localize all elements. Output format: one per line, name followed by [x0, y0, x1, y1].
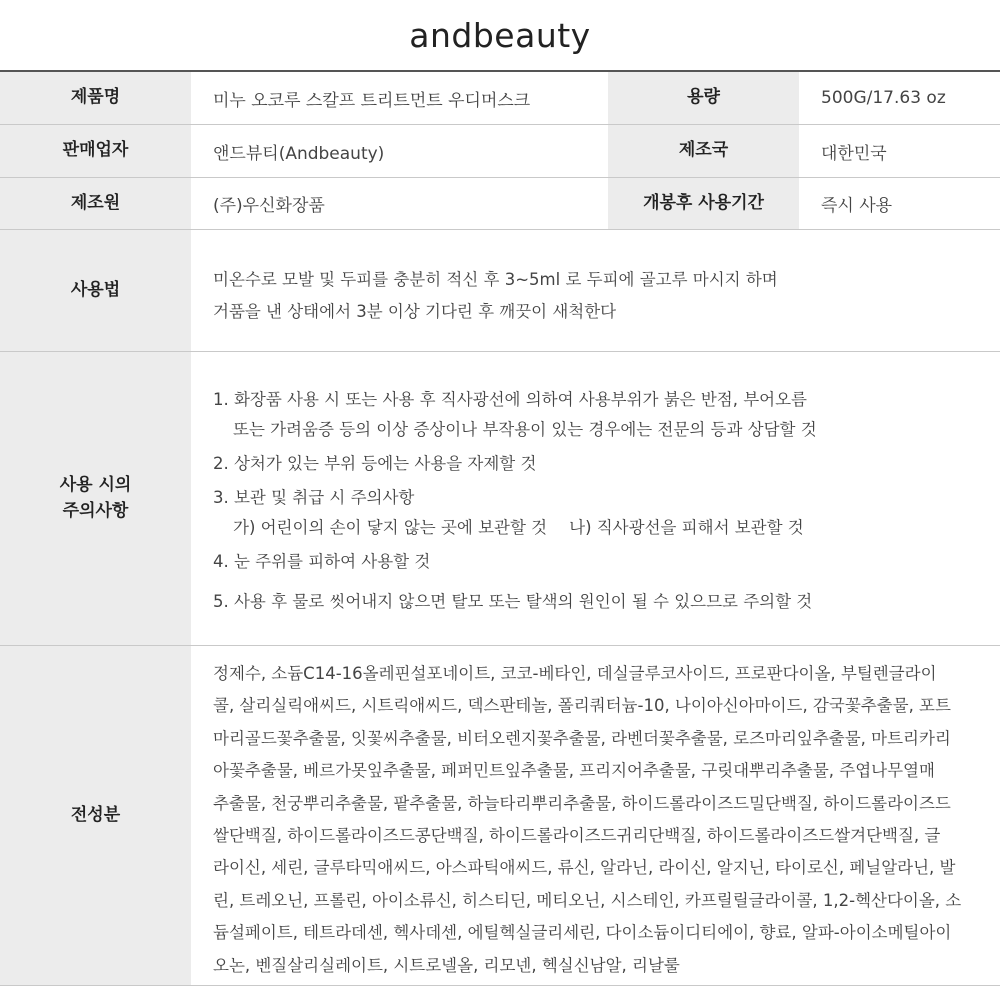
period-label: 개봉후 사용기간: [608, 178, 799, 229]
usage-line: 미온수로 모발 및 두피를 충분히 적신 후 3~5ml 로 두피에 골고루 마시지 하며: [213, 270, 778, 289]
usage-label: 사용법: [0, 230, 191, 351]
volume-label: 용량: [608, 72, 799, 124]
manufacturer-value: (주)우신화장품: [213, 196, 325, 216]
product-name-label: 제품명: [0, 72, 191, 124]
product-name-value: 미누 오코루 스칼프 트리트먼트 우디머스크: [213, 90, 531, 111]
caution-label-line: 사용 시의: [59, 475, 132, 495]
volume-value: 500G/17.63 oz: [821, 88, 946, 108]
table-row: [0, 72, 1000, 125]
ingredients-line: 린, 트레오닌, 프롤린, 아이소류신, 히스티딘, 메티오닌, 시스테인, 카프릴릴글라이콜, 1,2-헥산다이올, 소: [213, 890, 962, 910]
seller-value: 앤드뷰티(Andbeauty): [213, 143, 385, 164]
ingredients-line: 정제수, 소듐C14-16올레핀설포네이트, 코코-베타인, 데실글루코사이드, 프로판다이올, 부틸렌글라이: [213, 664, 937, 683]
ingredients-line: 추출물, 천궁뿌리추출물, 팥추출물, 하늘타리뿌리추출물, 하이드롤라이즈드밀단백질, 하이드롤라이즈드: [213, 793, 951, 813]
table-row: [0, 125, 1000, 178]
brand-logo: andbeauty: [409, 15, 591, 55]
caution-item-2: 2. 상처가 있는 부위 등에는 사용을 자제할 것: [213, 454, 537, 473]
caution-label-line: 주의사항: [62, 500, 129, 521]
table-row: [0, 178, 1000, 230]
caution-item-1: 1. 화장품 사용 시 또는 사용 후 직사광선에 의하여 사용부위가 붉은 반점, 부어오름: [213, 390, 807, 409]
caution-item-3: 3. 보관 및 취급 시 주의사항: [213, 488, 415, 507]
ingredients-line: 라이신, 세린, 글루타믹애씨드, 아스파틱애씨드, 류신, 알라닌, 라이신, 알지닌, 타이로신, 페닐알라닌, 발: [213, 858, 956, 878]
manufacturer-label: 제조원: [0, 178, 191, 229]
caution-label: [0, 352, 191, 645]
seller-label: 판매업자: [0, 125, 191, 177]
ingredients-label: 전성분: [0, 646, 191, 985]
ingredients-value: [191, 646, 1000, 985]
brand-header: [0, 0, 1000, 72]
usage-value: [191, 230, 1000, 351]
ingredients-line: 콜, 살리실릭애씨드, 시트릭애씨드, 덱스판테놀, 폴리쿼터늄-10, 나이아신아마이드, 감국꽃추출물, 포트: [213, 696, 951, 716]
ingredients-line: 마리골드꽃추출물, 잇꽃씨추출물, 비터오렌지꽃추출물, 라벤더꽃추출물, 로즈마리잎추출물, 마트리카리: [213, 728, 951, 748]
usage-line: 거품을 낸 상태에서 3분 이상 기다린 후 깨끗이 새척한다: [213, 302, 617, 321]
caution-value: [191, 352, 1000, 645]
ingredients-line: 쌀단백질, 하이드롤라이즈드콩단백질, 하이드롤라이즈드귀리단백질, 하이드롤라이즈드쌀겨단백질, 글: [213, 826, 941, 846]
caution-item-1-cont: 또는 가려움증 등의 이상 증상이나 부작용이 있는 경우에는 전문의 등과 상담할 것: [233, 420, 817, 439]
product-info-table: [0, 72, 1000, 986]
caution-item-5: 5. 사용 후 물로 씻어내지 않으면 탈모 또는 탈색의 원인이 될 수 있으므로 주의할 것: [213, 592, 813, 611]
ingredients-line: 오논, 벤질살리실레이트, 시트로넬올, 리모넨, 헥실신남알, 리날룰: [213, 955, 680, 975]
ingredients-line: 아꽃추출물, 베르가못잎추출물, 페퍼민트잎추출물, 프리지어추출물, 구릿대뿌리추출물, 주엽나무열매: [213, 761, 935, 781]
caution-item-3-b: 나) 직사광선을 피해서 보관할 것: [569, 518, 804, 537]
period-value: 즉시 사용: [821, 196, 893, 216]
caution-item-4: 4. 눈 주위를 피하여 사용할 것: [213, 552, 431, 571]
table-row: [0, 352, 1000, 646]
caution-item-3-a: 가) 어린이의 손이 닿지 않는 곳에 보관할 것: [233, 518, 548, 537]
table-row: [0, 230, 1000, 352]
ingredients-line: 듐설페이트, 테트라데센, 헥사데센, 에틸헥실글리세린, 다이소듐이디티에이, 향료, 알파-아이소메틸아이: [213, 923, 952, 943]
country-label: 제조국: [608, 125, 799, 177]
table-row: [0, 646, 1000, 986]
country-value: 대한민국: [821, 143, 887, 164]
caution-item-3-sub: [213, 513, 1000, 543]
